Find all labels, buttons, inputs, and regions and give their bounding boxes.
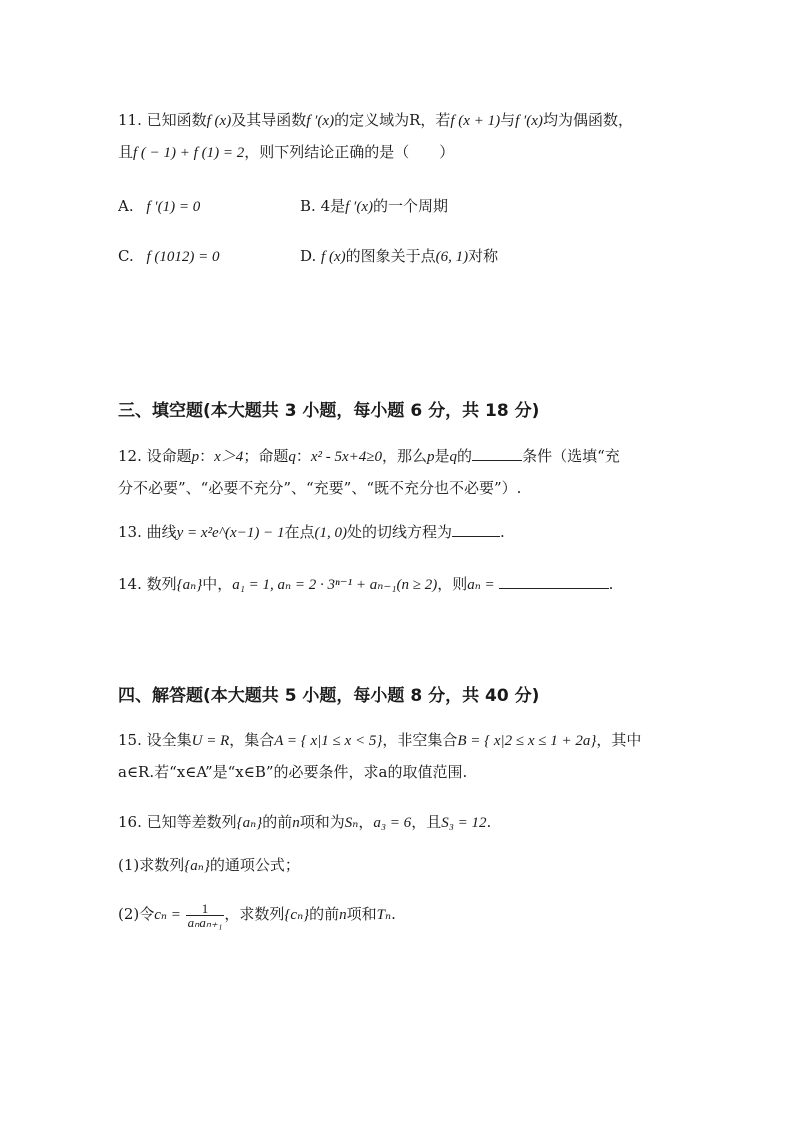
math-var: p xyxy=(427,449,435,465)
math-f-shift: f (x + 1) xyxy=(450,113,501,129)
math-an: aₙ = xyxy=(467,577,495,593)
q11-text: 均为偶函数， xyxy=(542,111,633,129)
math-seq: {aₙ} xyxy=(236,815,263,831)
math-var: q xyxy=(449,449,458,465)
option-math: f (x) xyxy=(321,249,346,265)
math-set: B = { x|2 ≤ x ≤ 1 + 2a} xyxy=(457,733,597,749)
q14-text: . xyxy=(608,575,614,593)
section-heading: 四、解答题(本大题共 5 小题，每小题 8 分，共 40 分) xyxy=(118,686,540,706)
math-recurrence: a₁ = 1, aₙ = 2 · 3ⁿ⁻¹ + aₙ₋₁(n ≥ 2) xyxy=(232,577,438,593)
option-text: 4是 xyxy=(320,197,346,215)
q16-text: 的前 xyxy=(309,905,340,923)
math-var: p xyxy=(191,449,200,465)
q16-text: . xyxy=(391,905,396,923)
q13-text: 13. 曲线 xyxy=(118,523,177,541)
q11-text: 与 xyxy=(500,111,516,129)
q16-text: . xyxy=(486,813,492,831)
q16-text: 的通项公式； xyxy=(209,856,300,874)
q14-text: 中， xyxy=(202,575,233,593)
q12-line2: 分不必要”、“必要不充分”、“充要”、“既不充分也不必要”）. xyxy=(118,479,522,497)
q12-text: 12. 设命题 xyxy=(118,447,192,465)
option-math: f (1012) = 0 xyxy=(146,249,220,265)
math-condition: a₃ = 6 xyxy=(373,815,412,831)
q14-line xyxy=(118,574,613,595)
math-cn: cₙ = xyxy=(154,907,181,923)
fraction-denominator: aₙaₙ₊₁ xyxy=(187,914,223,930)
option-text: 的图象关于点 xyxy=(345,247,436,265)
fraction-numerator: 1 xyxy=(186,902,225,916)
q13-text: . xyxy=(499,523,505,541)
q13-text: 在点 xyxy=(284,523,315,541)
q16-line1 xyxy=(118,812,491,833)
q14-text: ，则 xyxy=(437,575,468,593)
option-text: 的一个周期 xyxy=(372,197,448,215)
q15-line2: a∈R.若“x∈A”是“x∈B”的必要条件，求a的取值范围. xyxy=(118,763,468,781)
q12-text: ；命题 xyxy=(243,447,289,465)
q16-text: ，求数列 xyxy=(224,905,285,923)
option-label: A. xyxy=(118,197,134,215)
q16-sub1 xyxy=(118,855,300,876)
q15-text: ，其中 xyxy=(596,731,642,749)
q16-text: 项和 xyxy=(346,905,377,923)
q14-text: 14. 数列 xyxy=(118,575,177,593)
math-var: n xyxy=(292,815,300,831)
q16-text: (2)令 xyxy=(118,905,155,923)
option-math: (6, 1) xyxy=(435,249,469,265)
math-sum: Tₙ xyxy=(376,907,392,923)
option-label: D. xyxy=(300,247,317,265)
q16-text: 16. 已知等差数列 xyxy=(118,813,237,831)
math-curve: y = x²e^(x−1) − 1 xyxy=(176,525,285,541)
math-seq: {aₙ} xyxy=(184,858,210,874)
q12-text: 是 xyxy=(434,447,450,465)
answer-blank[interactable] xyxy=(472,446,522,461)
q12-text: 的 xyxy=(457,447,473,465)
math-f: f (x) xyxy=(206,113,232,129)
q11-option-b xyxy=(300,196,448,217)
q16-text: ， xyxy=(358,813,374,831)
math-condition: f ( − 1) + f (1) = 2 xyxy=(133,145,245,161)
option-math: f ′(1) = 0 xyxy=(146,199,201,215)
math-fprime: f ′(x) xyxy=(515,113,543,129)
answer-blank[interactable] xyxy=(452,522,500,537)
q12-text: ： xyxy=(199,447,215,465)
q11-text: 且 xyxy=(118,143,134,161)
q15-line1 xyxy=(118,730,641,751)
q12-text: ： xyxy=(295,447,311,465)
q11-text: 的定义域为R，若 xyxy=(334,111,451,129)
q16-text: (1)求数列 xyxy=(118,856,185,874)
math-fraction xyxy=(186,902,225,929)
q16-text: 的前 xyxy=(262,813,293,831)
q15-text: 15. 设全集 xyxy=(118,731,192,749)
math-sum: Sₙ xyxy=(344,815,359,831)
math-set: A = { x|1 ≤ x < 5} xyxy=(274,733,383,749)
q12-line1 xyxy=(118,446,620,467)
q11-option-a xyxy=(118,196,200,217)
math-condition: x² - 5x+4≥0 xyxy=(310,449,383,465)
q16-text: 项和为 xyxy=(299,813,345,831)
q11-text: 及其导函数 xyxy=(231,111,307,129)
q13-line xyxy=(118,522,505,543)
math-seq: {cₙ} xyxy=(284,907,310,923)
option-text: 对称 xyxy=(468,247,499,265)
math-condition: x＞4 xyxy=(214,449,244,465)
q12-text: 条件（选填“充 xyxy=(522,447,620,465)
q13-text: 处的切线方程为 xyxy=(346,523,452,541)
q16-sub2 xyxy=(118,898,396,931)
q11-option-c xyxy=(118,246,220,267)
math-fprime: f ′(x) xyxy=(306,113,335,129)
math-var: n xyxy=(339,907,347,923)
option-label: B. xyxy=(300,197,316,215)
option-math: f ′(x) xyxy=(345,199,373,215)
math-var: q xyxy=(288,449,296,465)
math-point: (1, 0) xyxy=(314,525,347,541)
option-label: C. xyxy=(118,247,134,265)
q11-line2 xyxy=(118,142,454,163)
section-heading: 三、填空题(本大题共 3 小题，每小题 6 分，共 18 分) xyxy=(118,401,540,421)
q11-option-d xyxy=(300,246,498,267)
q11-line1 xyxy=(118,110,633,131)
math-condition: S₃ = 12 xyxy=(441,815,487,831)
answer-blank[interactable] xyxy=(499,574,609,589)
q15-text: ，集合 xyxy=(229,731,275,749)
math-seq: {aₙ} xyxy=(176,577,203,593)
q11-text: 11. 已知函数 xyxy=(118,111,207,129)
q12-text: ，那么 xyxy=(382,447,428,465)
math-set: U = R xyxy=(191,733,230,749)
q15-text: ，非空集合 xyxy=(382,731,458,749)
q16-text: ，且 xyxy=(411,813,442,831)
q11-text: ，则下列结论正确的是（ ） xyxy=(244,143,455,161)
